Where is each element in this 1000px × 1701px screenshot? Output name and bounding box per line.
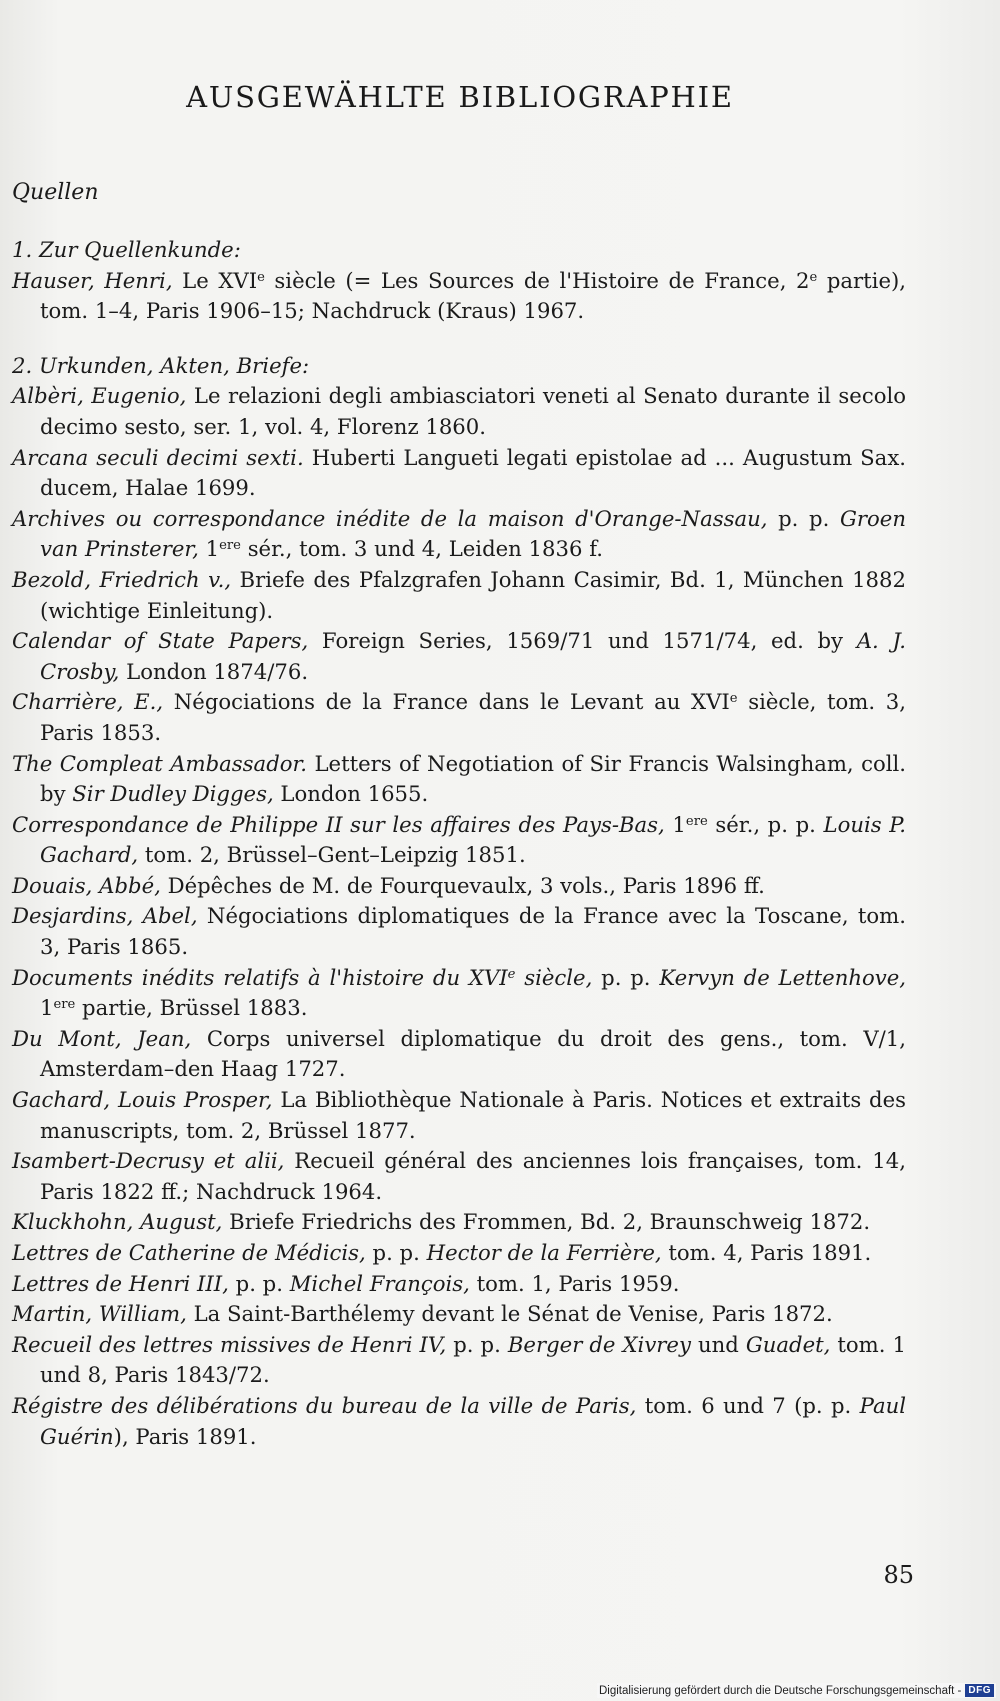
bibliography-entry: [12, 504, 906, 565]
italic-text: Louis P. Gachard,: [40, 811, 906, 868]
roman-text: Le XVI: [172, 267, 258, 293]
roman-text: Foreign Series, 1569/71 und 1571/74, ed. by: [308, 628, 857, 654]
roman-text: La Saint-Barthélemy devant le Sénat de Venise, Paris 1872.: [186, 1301, 833, 1327]
bibliography-entry: [12, 443, 906, 504]
italic-text: Lettres de Henri III,: [12, 1270, 229, 1296]
bibliography-entry: [12, 687, 906, 748]
bibliography-body: [12, 235, 906, 1452]
superscript-text: e: [809, 269, 818, 285]
roman-text: p. p.: [365, 1240, 427, 1265]
italic-text: Bezold, Friedrich v.,: [12, 566, 232, 592]
superscript-text: e: [729, 691, 738, 707]
italic-text: Sir Dudley Digges,: [72, 781, 274, 807]
roman-text: Le relazioni degli ambiasciatori veneti al Senato durante il secolo decimo sesto, ser. 1, vol. 4, Florenz 1860.: [40, 383, 906, 439]
bibliography-entry: [12, 266, 906, 327]
roman-text: Letters of Negotiation of Sir Francis Walsingham, coll. by: [40, 750, 906, 807]
bibliography-entry: [12, 1391, 906, 1452]
roman-text: Recueil général des anciennes lois françaises, tom. 14, Paris 1822 ff.; Nachdruck 1964.: [40, 1148, 906, 1204]
roman-text: Briefe Friedrichs des Frommen, Bd. 2, Braunschweig 1872.: [222, 1209, 871, 1235]
superscript-text: ere: [219, 538, 241, 554]
roman-text: Huberti Langueti legati epistolae ad ... Augustum Sax. ducem, Halae 1699.: [40, 444, 906, 501]
roman-text: tom. 1 und 8, Paris 1843/72.: [40, 1331, 906, 1388]
italic-text: Charrière, E.,: [12, 689, 164, 715]
italic-text: siècle,: [515, 964, 593, 990]
italic-text: Guadet,: [745, 1331, 831, 1357]
bibliography-entry: [12, 810, 906, 871]
italic-text: Arcana seculi decimi sexti.: [12, 444, 304, 470]
roman-text: p. p.: [446, 1331, 508, 1357]
roman-text: partie, Brüssel 1883.: [75, 995, 308, 1021]
bibliography-entry: [12, 871, 906, 902]
italic-text: Hauser, Henri,: [12, 267, 173, 293]
italic-text: A. J. Crosby,: [40, 628, 906, 684]
italic-text: Archives ou correspondance inédite de la maison d'Orange-Nassau,: [12, 505, 768, 531]
roman-text: 1: [664, 811, 686, 837]
section-heading-quellen: Quellen: [12, 180, 99, 205]
roman-text: sér., p. p.: [707, 811, 824, 837]
subsection-label-quellenkunde: 1. Zur Quellenkunde:: [12, 237, 241, 262]
roman-text: tom. 4, Paris 1891.: [661, 1240, 872, 1265]
roman-text: siècle (= Les Sources de l'Histoire de France, 2: [264, 267, 810, 293]
roman-text: partie), tom. 1–4, Paris 1906–15; Nachdruck (Kraus) 1967.: [40, 267, 906, 324]
footer-text: Digitalisierung gefördert durch die Deutsche Forschungsgemeinschaft -: [598, 1684, 962, 1697]
superscript-text: ere: [685, 813, 708, 829]
bibliography-entry: [12, 901, 906, 962]
bibliography-entry: [12, 1024, 906, 1085]
bibliography-entry: [12, 1146, 906, 1207]
bibliography-entry: [12, 626, 906, 687]
roman-text: p. p.: [592, 964, 660, 990]
roman-text: Briefe des Pfalzgrafen Johann Casimir, Bd. 1, München 1882 (wichtige Einleitung).: [40, 566, 906, 623]
bibliography-entry: [12, 1330, 906, 1391]
italic-text: The Compleat Ambassador.: [12, 750, 308, 776]
italic-text: Desjardins, Abel,: [12, 903, 198, 929]
bibliography-entry: [12, 749, 906, 810]
roman-text: und: [690, 1331, 746, 1357]
page-title: AUSGEWÄHLTE BIBLIOGRAPHIE: [186, 80, 734, 114]
bibliography-entry: [12, 1238, 906, 1269]
bibliography-entry: [12, 1085, 906, 1146]
superscript-text: e: [507, 966, 516, 982]
roman-text: London 1655.: [273, 781, 429, 807]
roman-text: p. p.: [767, 505, 840, 531]
roman-text: tom. 6 und 7 (p. p.: [636, 1392, 860, 1418]
italic-text: Berger de Xivrey: [507, 1331, 691, 1357]
entry-list-urkunden: [12, 381, 906, 1452]
italic-text: Recueil des lettres missives de Henri IV,: [12, 1331, 447, 1357]
page-number: 85: [883, 1561, 914, 1589]
italic-text: Albèri, Eugenio,: [12, 383, 187, 409]
italic-text: Calendar of State Papers,: [12, 628, 309, 654]
italic-text: Régistre des délibérations du bureau de la ville de Paris,: [12, 1392, 637, 1418]
italic-text: Du Mont, Jean,: [12, 1025, 192, 1051]
roman-text: La Bibliothèque Nationale à Paris. Notices et extraits des manuscripts, tom. 2, Brüssel 1877.: [40, 1087, 906, 1143]
italic-text: Michel François,: [289, 1270, 470, 1296]
italic-text: Lettres de Catherine de Médicis,: [12, 1240, 366, 1265]
bibliography-entry: [12, 1299, 906, 1330]
italic-text: Martin, William,: [12, 1301, 187, 1327]
roman-text: Négociations diplomatiques de la France avec la Toscane, tom. 3, Paris 1865.: [40, 903, 906, 960]
italic-text: Isambert-Decrusy et alii,: [12, 1148, 285, 1174]
roman-text: sér., tom. 3 und 4, Leiden 1836 f.: [240, 536, 604, 562]
italic-text: Gachard, Louis Prosper,: [12, 1087, 273, 1113]
italic-text: Documents inédits relatifs à l'histoire du XVI: [12, 964, 508, 990]
roman-text: p. p.: [228, 1270, 290, 1296]
digitization-footer: [597, 1683, 996, 1698]
italic-text: Douais, Abbé,: [12, 872, 161, 898]
italic-text: Kervyn de Lettenhove,: [659, 964, 906, 990]
roman-text: 1: [198, 536, 220, 562]
dfg-logo: DFG: [965, 1684, 994, 1697]
roman-text: tom. 2, Brüssel–Gent–Leipzig 1851.: [138, 842, 526, 868]
italic-text: Paul Guérin: [40, 1392, 907, 1449]
bibliography-entry: [12, 1269, 906, 1300]
bibliography-entry: [12, 963, 906, 1024]
roman-text: ), Paris 1891.: [113, 1423, 257, 1449]
superscript-text: ere: [53, 997, 76, 1013]
bibliography-entry: [12, 565, 906, 626]
roman-text: Corps universel diplomatique du droit des gens., tom. V/1, Amsterdam–den Haag 1727.: [40, 1025, 907, 1082]
entry-list-quellenkunde: [12, 266, 906, 327]
superscript-text: e: [257, 269, 265, 285]
roman-text: London 1874/76.: [119, 658, 309, 684]
roman-text: Négociations de la France dans le Levant au XVI: [163, 689, 730, 715]
bibliography-entry: [12, 1207, 906, 1238]
roman-text: Dépêches de M. de Fourquevaulx, 3 vols., Paris 1896 ff.: [160, 872, 765, 898]
roman-text: siècle, tom. 3, Paris 1853.: [40, 689, 906, 745]
italic-text: Hector de la Ferrière,: [426, 1240, 662, 1265]
roman-text: 1: [40, 995, 54, 1021]
italic-text: Kluckhohn, August,: [12, 1209, 223, 1235]
subsection-label-urkunden: 2. Urkunden, Akten, Briefe:: [12, 352, 310, 378]
roman-text: tom. 1, Paris 1959.: [469, 1270, 680, 1296]
italic-text: Correspondance de Philippe II sur les affaires des Pays-Bas,: [12, 811, 665, 837]
bibliography-entry: [12, 381, 906, 442]
italic-text: Groen van Prinsterer,: [40, 505, 906, 562]
